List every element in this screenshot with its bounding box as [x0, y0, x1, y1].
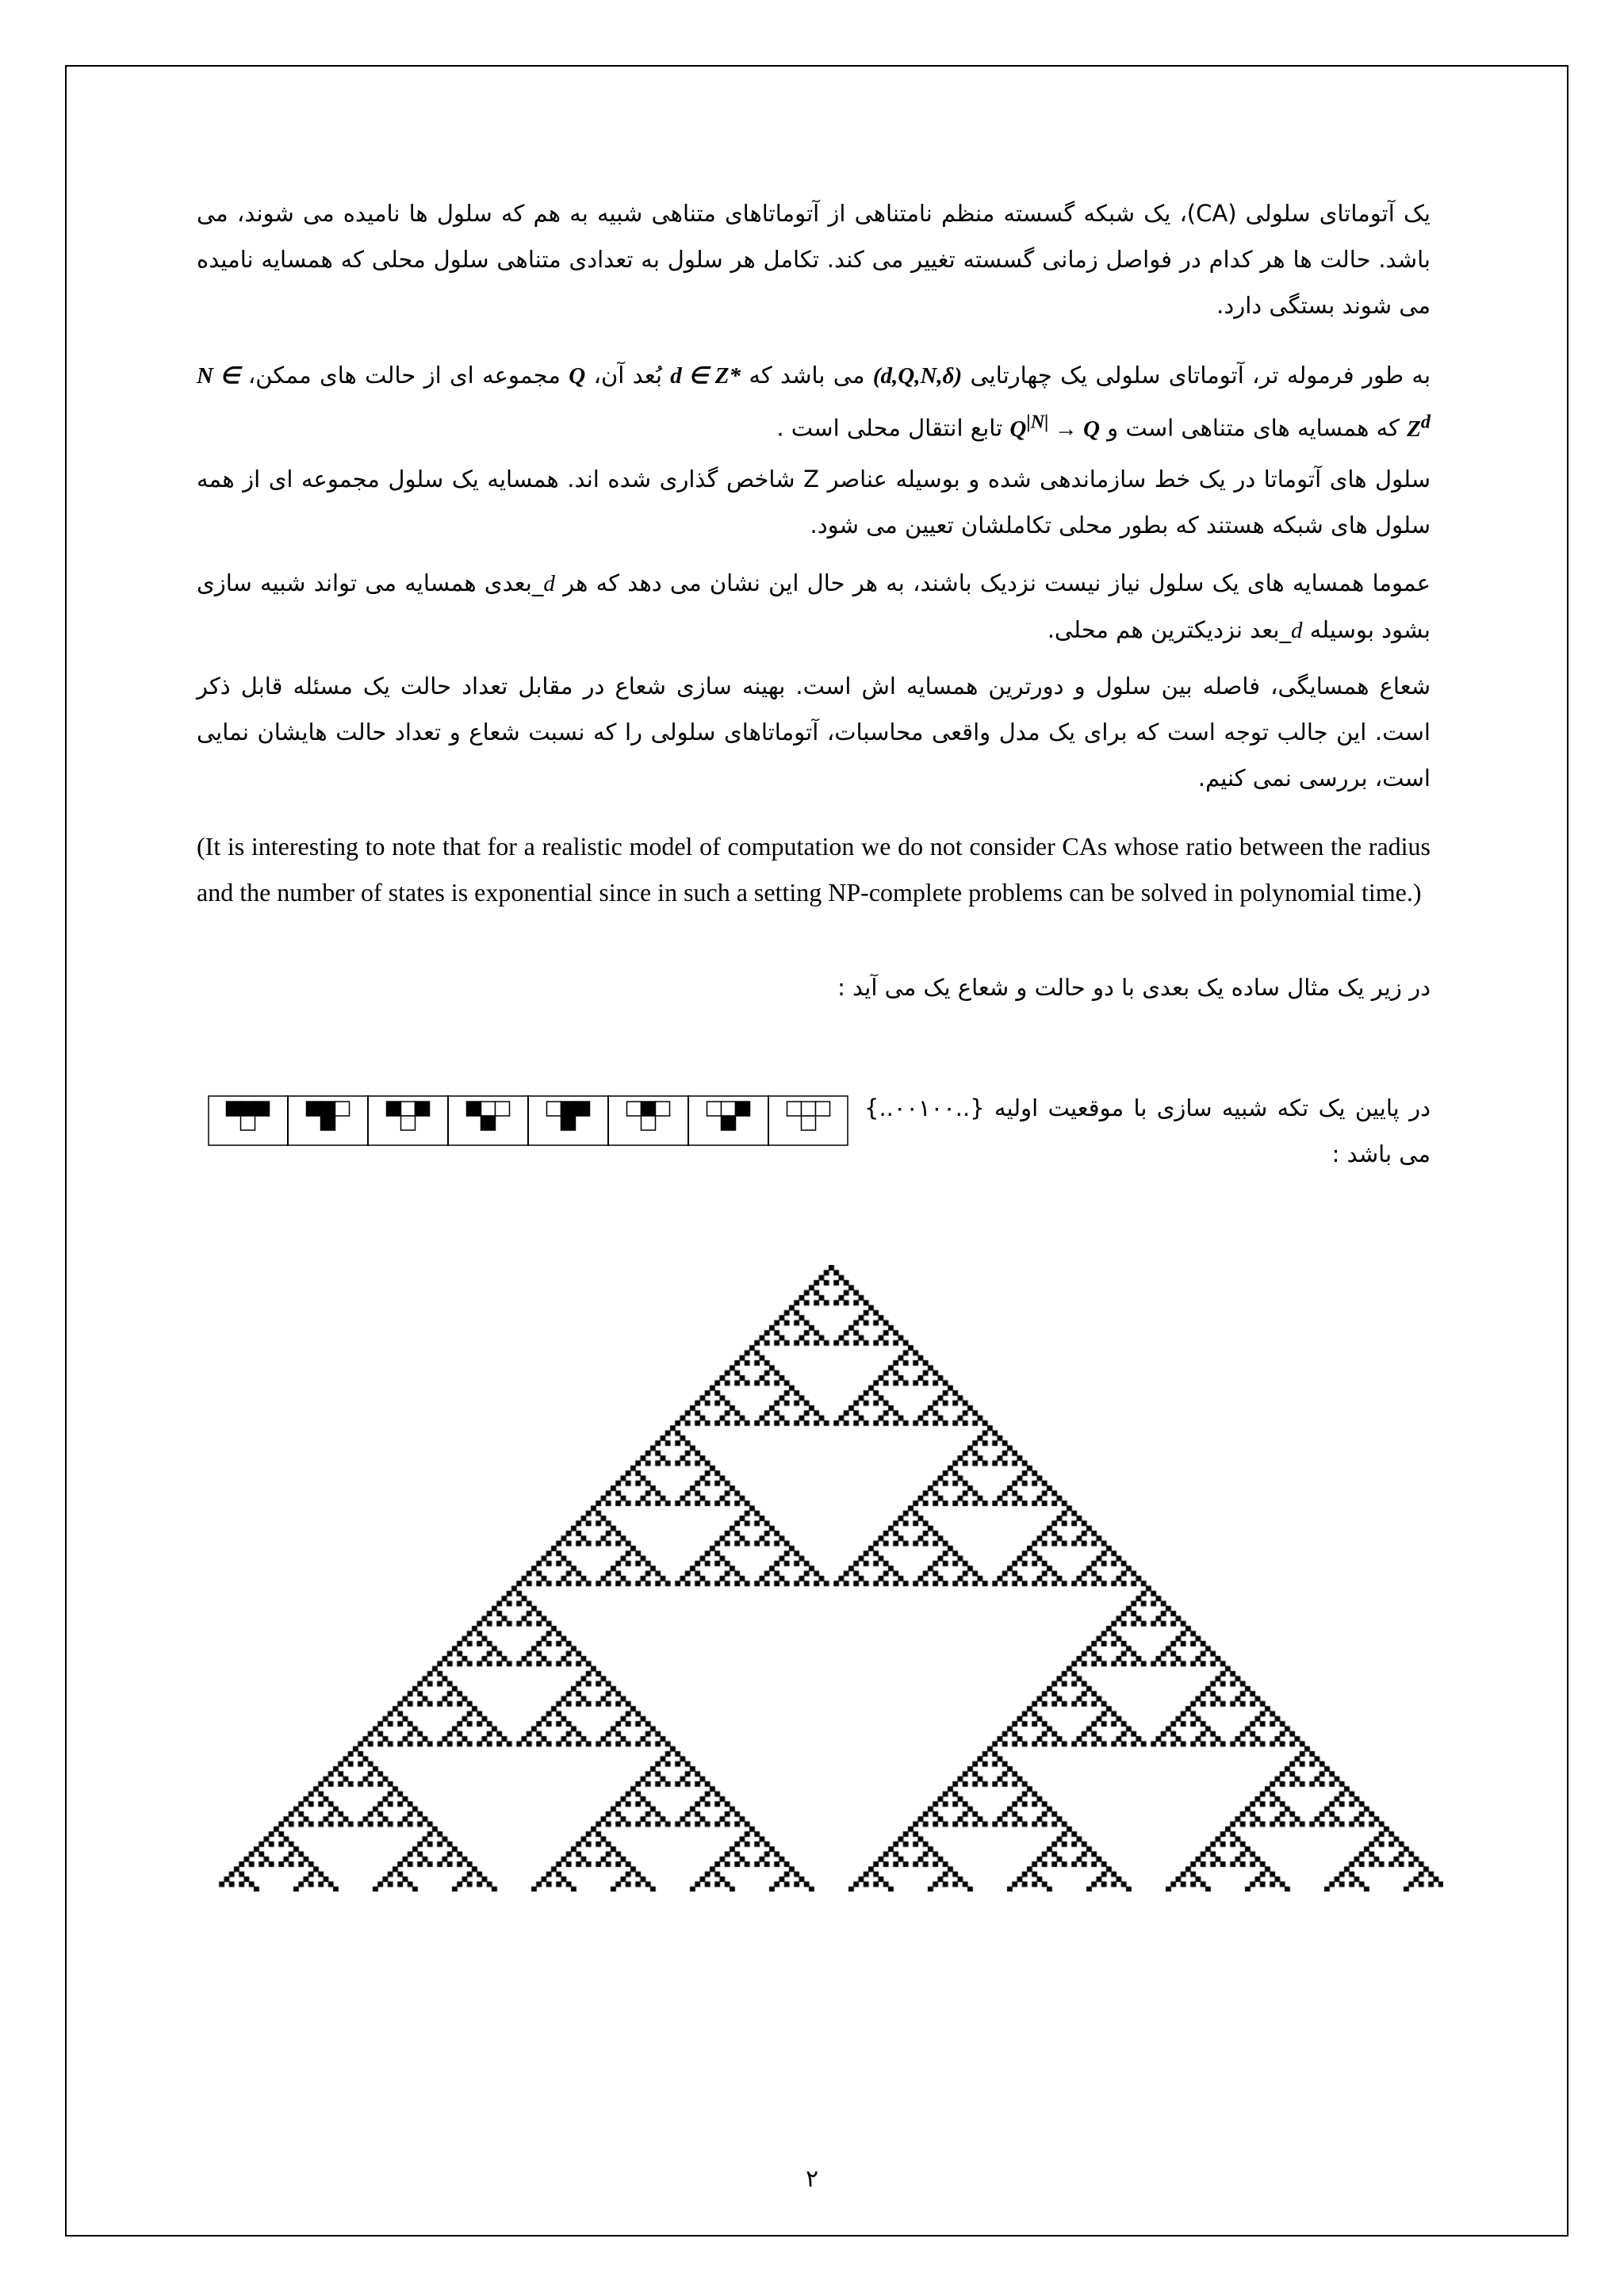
d-symbol-2: d	[1290, 618, 1303, 643]
def-text-g: تابع انتقال محلی است .	[776, 414, 1003, 442]
neighborhood-text-a: عموما همسایه های یک سلول نیاز نیست نزدیک باشند، به هر حال این نشان می دهد که هر	[563, 569, 1431, 596]
transition-formula: $Q^{|N|} \to Q$	[1009, 411, 1100, 442]
rule-pattern-cell	[816, 1102, 830, 1116]
states-symbol: Q	[569, 363, 586, 389]
rule-pattern-cell	[547, 1102, 561, 1116]
rule-pattern-cell	[627, 1102, 642, 1116]
def-text-c: بُعد آن،	[593, 362, 662, 389]
page-number: ۲	[805, 2165, 819, 2193]
rule-pattern-cell	[736, 1102, 750, 1116]
simulation-intro-text: در پایین یک تکه شبیه سازی با موقعیت اولیه {..۰۰۱۰۰..} می باشد :	[864, 1094, 1431, 1167]
paragraph-radius	[197, 663, 1431, 801]
rule-pattern-cell	[722, 1102, 736, 1116]
tuple-formula: (d,Q,N,δ)	[872, 363, 963, 389]
rule-pattern-cell	[576, 1102, 590, 1116]
rule-pattern-cell	[496, 1102, 510, 1116]
neighborhood-text-c: _بعد نزدیکترین هم محلی.	[1047, 616, 1291, 643]
paragraph-intro	[197, 190, 1431, 328]
paragraph-neighborhood	[197, 560, 1431, 654]
rule-pattern-cell	[467, 1102, 481, 1116]
rule-output-cell	[802, 1116, 816, 1130]
rule-output-cell	[321, 1116, 335, 1130]
paragraph-example-intro	[197, 964, 1431, 1010]
rule-pattern-cell	[387, 1102, 401, 1116]
rule-output-cell	[481, 1116, 496, 1130]
dimension-formula: d ∈ Z*	[670, 363, 741, 389]
rule-output-cell	[241, 1116, 255, 1130]
rule-pattern-cell	[401, 1102, 416, 1116]
rule-pattern-cell	[307, 1102, 321, 1116]
paragraph-english-note	[197, 823, 1431, 915]
rule-pattern-cell	[255, 1102, 270, 1116]
def-text-a: به طور فرموله تر، آتوماتای سلولی یک چهارتایی	[970, 362, 1431, 389]
rule-pattern-cell	[481, 1102, 496, 1116]
rule-output-cell	[561, 1116, 576, 1130]
rule-pattern-cell	[416, 1102, 430, 1116]
def-text-b: می باشد که	[749, 362, 865, 389]
d-symbol: d	[543, 571, 555, 596]
def-text-f: که همسایه های متناهی است و	[1107, 414, 1400, 442]
rule-output-cell	[401, 1116, 416, 1130]
rule-table-figure	[208, 1095, 848, 1146]
rule-pattern-cell	[227, 1102, 241, 1116]
rule-pattern-cell	[787, 1102, 802, 1116]
neighborhood-formula: N ∈ $Z^d$	[197, 363, 1431, 442]
cells-text: سلول های آتوماتا در یک خط سازماندهی شده و بوسیله عناصر Z شاخص گذاری شده اند. همسایه یک سلول مجموعه ای از همه سلول های شبکه هستند که بطور محلی تکاملشان تعیین می شود.	[197, 466, 1431, 539]
rule-pattern-cell	[656, 1102, 670, 1116]
rule-output-cell	[722, 1116, 736, 1130]
rule-pattern-cell	[707, 1102, 722, 1116]
rule-pattern-cell	[802, 1102, 816, 1116]
rule-output-cell	[642, 1116, 656, 1130]
sierpinski-simulation-figure	[214, 1265, 1443, 1892]
def-text-e: مجموعه ای از حالت های ممکن،	[247, 362, 561, 389]
radius-text: شعاع همسایگی، فاصله بین سلول و دورترین همسایه اش است. بهینه سازی شعاع در مقابل تعداد حالت یک مسئله قابل ذکر است. این جالب توجه است که برای یک مدل واقعی محاسبات، آتوماتاهای سلولی را که نسبت شعاع و تعداد حالت هایشان نمایی است، بررسی نمی کنیم.	[197, 673, 1431, 792]
example-intro-text: در زیر یک مثال ساده یک بعدی با دو حالت و شعاع یک می آید :	[837, 974, 1431, 1001]
rule-pattern-cell	[241, 1102, 255, 1116]
paragraph-formal-definition	[197, 352, 1431, 452]
rule-pattern-cell	[321, 1102, 335, 1116]
neighborhood-text-b: _بعدی همسایه می تواند شبیه سازی بشود بوسیله	[197, 569, 1431, 643]
rule-pattern-cell	[561, 1102, 576, 1116]
intro-text: یک آتوماتای سلولی (CA)، یک شبکه گسسته منظم نامتناهی از آتوماتاهای متناهی شبیه به هم که سلول ها نامیده می شوند، می باشد. حالت ها هر کدام در فواصل زمانی گسسته تغییر می کند. تکامل هر سلول به تعدادی متناهی سلول محلی که همسایه نامیده می شوند بستگی دارد.	[197, 200, 1431, 319]
rule-pattern-cell	[335, 1102, 350, 1116]
english-note-text: (It is interesting to note that for a realistic model of computation we do not consider CAs whose ratio between the radius and the number of states is exponential since in such a setting NP-complete problems can be solved in polynomial time.)	[197, 832, 1431, 907]
paragraph-simulation-intro	[864, 1085, 1431, 1177]
rule-pattern-cell	[642, 1102, 656, 1116]
paragraph-cells	[197, 456, 1431, 548]
